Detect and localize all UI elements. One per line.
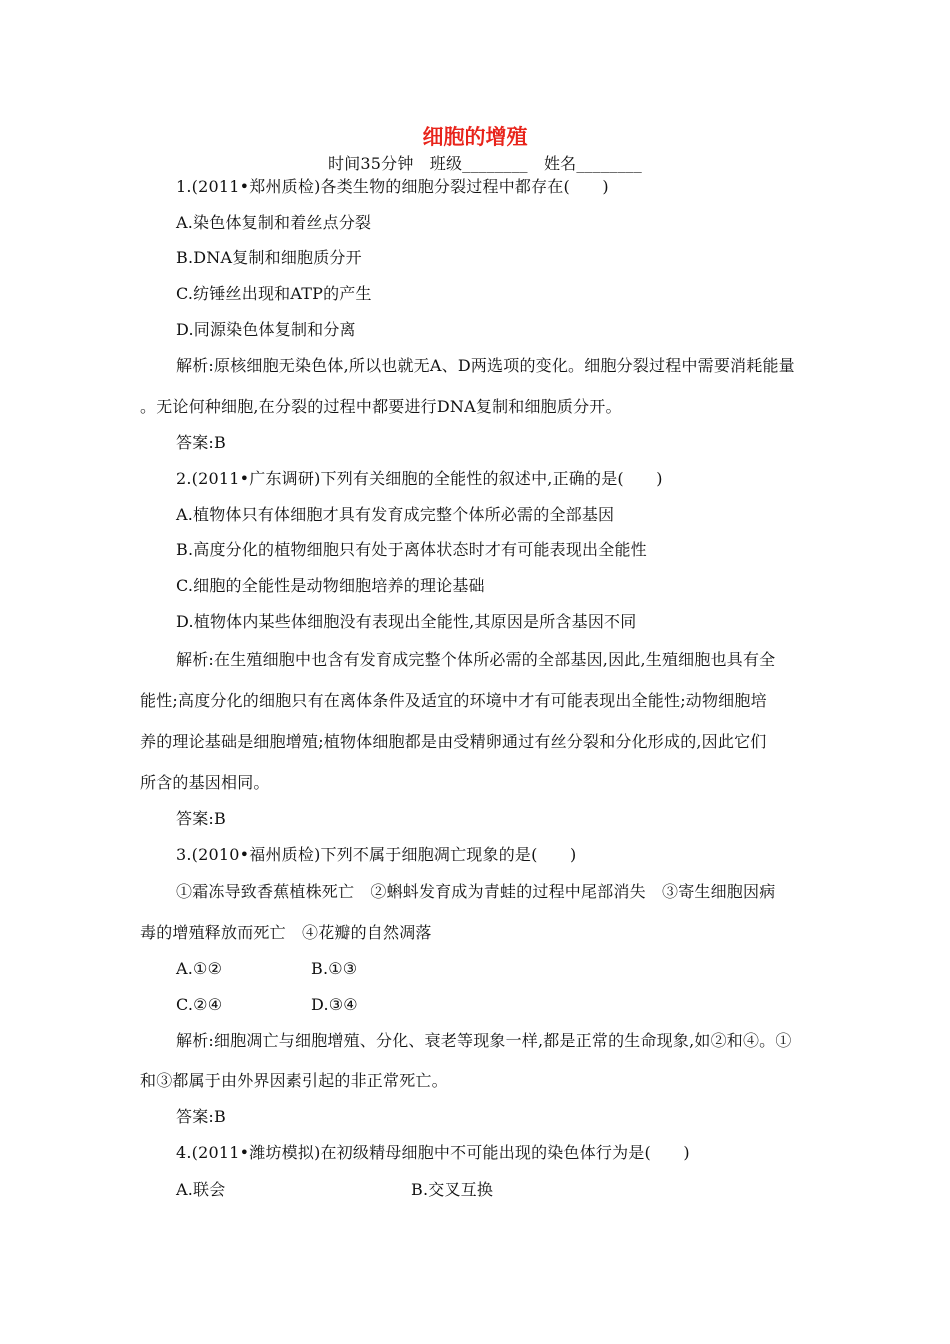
q3-analysis-line1: 解析:细胞凋亡与细胞增殖、分化、衰老等现象一样,都是正常的生命现象,如②和④。①	[176, 1031, 792, 1050]
q3-items-line2: 毒的增殖释放而死亡 ④花瓣的自然凋落	[140, 923, 432, 942]
q2-analysis-line3: 养的理论基础是细胞增殖;植物体细胞都是由受精卵通过有丝分裂和分化形成的,因此它们	[140, 732, 767, 751]
q3-option-c: C.②④	[176, 995, 223, 1014]
q1-analysis-line2: 。无论何种细胞,在分裂的过程中都要进行DNA复制和细胞质分开。	[140, 397, 622, 416]
q3-stem: 3.(2010•福州质检)下列不属于细胞凋亡现象的是( )	[176, 845, 577, 864]
q1-option-a: A.染色体复制和着丝点分裂	[176, 213, 372, 232]
document-subtitle: 时间35分钟 班级________ 姓名________	[328, 154, 642, 173]
q3-option-b: B.①③	[311, 959, 358, 978]
q1-analysis-line1: 解析:原核细胞无染色体,所以也就无A、D两选项的变化。细胞分裂过程中需要消耗能量	[176, 356, 795, 375]
q1-answer: 答案:B	[176, 433, 226, 452]
q3-answer: 答案:B	[176, 1107, 226, 1126]
q1-option-d: D.同源染色体复制和分离	[176, 320, 356, 339]
q2-analysis-line1: 解析:在生殖细胞中也含有发育成完整个体所必需的全部基因,因此,生殖细胞也具有全	[176, 650, 776, 669]
q2-stem: 2.(2011•广东调研)下列有关细胞的全能性的叙述中,正确的是( )	[176, 469, 663, 488]
q1-option-b: B.DNA复制和细胞质分开	[176, 248, 362, 267]
q2-option-b: B.高度分化的植物细胞只有处于离体状态时才有可能表现出全能性	[176, 540, 647, 559]
q1-stem: 1.(2011•郑州质检)各类生物的细胞分裂过程中都存在( )	[176, 177, 609, 196]
q4-option-b: B.交叉互换	[411, 1180, 494, 1199]
q3-items-line1: ①霜冻导致香蕉植株死亡 ②蝌蚪发育成为青蛙的过程中尾部消失 ③寄生细胞因病	[176, 882, 776, 901]
q3-option-d: D.③④	[311, 995, 358, 1014]
q3-option-a: A.①②	[176, 959, 223, 978]
q2-option-d: D.植物体内某些体细胞没有表现出全能性,其原因是所含基因不同	[176, 612, 637, 631]
q4-option-a: A.联会	[176, 1180, 226, 1199]
q2-analysis-line4: 所含的基因相同。	[140, 773, 270, 792]
q4-stem: 4.(2011•潍坊模拟)在初级精母细胞中不可能出现的染色体行为是( )	[176, 1143, 690, 1162]
q3-analysis-line2: 和③都属于由外界因素引起的非正常死亡。	[140, 1071, 448, 1090]
q2-analysis-line2: 能性;高度分化的细胞只有在离体条件及适宜的环境中才有可能表现出全能性;动物细胞培	[140, 691, 767, 710]
q2-option-c: C.细胞的全能性是动物细胞培养的理论基础	[176, 576, 485, 595]
document-title: 细胞的增殖	[422, 125, 528, 149]
q2-option-a: A.植物体只有体细胞才具有发育成完整个体所必需的全部基因	[176, 505, 615, 524]
q2-answer: 答案:B	[176, 809, 226, 828]
q1-option-c: C.纺锤丝出现和ATP的产生	[176, 284, 372, 303]
